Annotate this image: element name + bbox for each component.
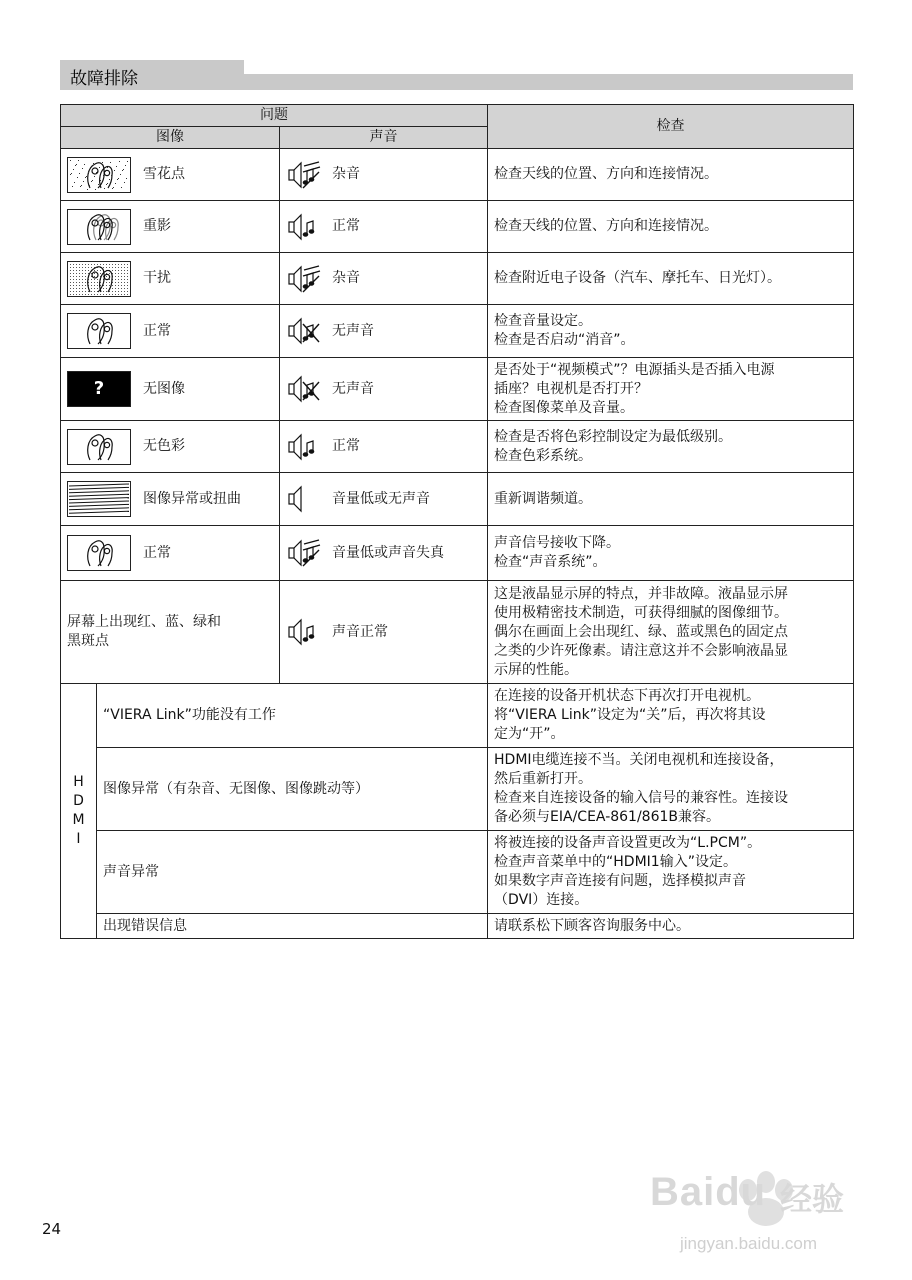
hdmi-problem: “VIERA Link”功能没有工作: [97, 684, 488, 748]
picture-snow-icon: [67, 157, 131, 193]
table-row: [61, 253, 854, 305]
check-line: 示屏的性能。: [494, 661, 579, 678]
check-line: 检查图像菜单及音量。: [494, 399, 635, 416]
sound-label: 音量低或声音失真: [332, 544, 444, 561]
hdmi-letter: M: [72, 812, 85, 828]
check-line: 检查来自连接设备的输入信号的兼容性。连接设: [494, 790, 789, 806]
check-line: 使用极精密技术制造，可获得细腻的图像细节。: [494, 604, 789, 621]
check-line: 重新调谐频道。: [494, 490, 593, 507]
section-title-bar: [60, 60, 853, 90]
check-cell: [488, 358, 854, 421]
sound-cell: [280, 581, 488, 684]
header-sound: 声音: [280, 127, 488, 149]
header-problem: 问题: [61, 105, 488, 127]
header-picture: 图像: [61, 127, 280, 149]
hdmi-letter: I: [76, 831, 81, 847]
check-line: 是否处于“视频模式”？电源插头是否插入电源: [494, 361, 775, 378]
check-line: 在连接的设备开机状态下再次打开电视机。: [494, 688, 761, 704]
sound-label: 正常: [332, 218, 360, 234]
sound-cell: [280, 201, 488, 253]
picture-cell: [61, 421, 280, 473]
table-row: [61, 526, 854, 581]
picture-label-line: 屏幕上出现红、蓝、绿和: [67, 614, 221, 630]
picture-cell: [61, 305, 280, 358]
table-row: [61, 358, 854, 421]
check-line: 之类的少许死像素。请注意这并不会影响液晶显: [494, 642, 789, 659]
section-title: 故障排除: [70, 69, 138, 89]
check-line: 声音信号接收下降。: [494, 535, 621, 551]
watermark-cn: 经验: [780, 1180, 845, 1218]
check-line: 请联系松下顾客咨询服务中心。: [494, 917, 691, 934]
picture-ghost-icon: [67, 209, 131, 245]
hdmi-problem: 声音异常: [97, 831, 488, 914]
picture-label: 干扰: [143, 270, 171, 286]
picture-normal-icon: [67, 535, 131, 571]
sound-label: 杂音: [332, 270, 360, 286]
watermark: [640, 1150, 870, 1280]
picture-label: 无图像: [143, 380, 185, 397]
troubleshooting-table: [60, 104, 854, 939]
speaker-noise-icon: [286, 158, 322, 192]
page-number: 24: [42, 1220, 62, 1238]
speaker-noise-icon: [286, 262, 322, 296]
check-line: 检查附近电子设备（汽车、摩托车、日光灯）。: [494, 270, 782, 286]
sound-cell: [280, 149, 488, 201]
picture-label: 雪花点: [143, 166, 185, 182]
watermark-brand: Baidu: [650, 1170, 767, 1214]
watermark-url: jingyan.baidu.com: [680, 1234, 818, 1253]
speaker-noise-icon: [286, 536, 322, 570]
check-line: 备必须与EIA/CEA-861/861B兼容。: [494, 809, 721, 825]
speaker-mute-icon: [286, 314, 322, 348]
speaker-normal-icon: [286, 210, 322, 244]
table-row: [61, 473, 854, 526]
check-line: 检查声音菜单中的“HDMI1输入”设定。: [494, 854, 737, 870]
hdmi-problem: 图像异常（有杂音、无图像、图像跳动等）: [97, 748, 488, 831]
picture-cell: [61, 201, 280, 253]
hdmi-row: [61, 831, 854, 914]
sound-cell: [280, 358, 488, 421]
hdmi-letter: H: [73, 774, 84, 790]
sound-label: 无声音: [332, 322, 374, 339]
picture-cell: [61, 526, 280, 581]
check-line: 检查音量设定。: [494, 313, 593, 329]
picture-label: 重影: [143, 218, 171, 234]
header-check: 检查: [488, 105, 854, 149]
speaker-normal-icon: [286, 615, 322, 649]
hdmi-label: [61, 684, 97, 939]
check-cell: [488, 748, 854, 831]
check-cell: [488, 831, 854, 914]
check-line: 偶尔在画面上会出现红、绿、蓝或黑色的固定点: [494, 623, 789, 640]
speaker-mute-icon: [286, 372, 322, 406]
check-cell: [488, 526, 854, 581]
check-line: 检查“声音系统”。: [494, 554, 607, 570]
check-cell: [488, 473, 854, 526]
check-cell: [488, 684, 854, 748]
table-row: [61, 201, 854, 253]
check-line: 将“VIERA Link”设定为“关”后，再次将其设: [494, 707, 766, 723]
check-line: 检查天线的位置、方向和连接情况。: [494, 218, 719, 234]
check-cell: [488, 914, 854, 939]
picture-normal-icon: [67, 313, 131, 349]
sound-cell: [280, 473, 488, 526]
sound-label: 正常: [332, 438, 360, 454]
hdmi-row: [61, 684, 854, 748]
check-line: 定为“开”。: [494, 726, 565, 742]
check-cell: [488, 581, 854, 684]
picture-cell: [61, 581, 280, 684]
picture-label: 无色彩: [143, 438, 185, 454]
picture-cell: [61, 358, 280, 421]
table-row: [61, 581, 854, 684]
speaker-low-icon: [286, 482, 322, 516]
picture-cell: [61, 149, 280, 201]
speaker-normal-icon: [286, 430, 322, 464]
check-line: （DVI）连接。: [494, 892, 589, 908]
table-row: [61, 305, 854, 358]
picture-black-icon: ?: [67, 371, 131, 407]
sound-cell: [280, 421, 488, 473]
check-line: 如果数字声音连接有问题，选择模拟声音: [494, 873, 747, 889]
sound-label: 无声音: [332, 380, 374, 397]
check-cell: [488, 201, 854, 253]
check-cell: [488, 305, 854, 358]
check-line: 检查是否启动“消音”。: [494, 332, 635, 348]
check-line: 然后重新打开。: [494, 771, 593, 787]
title-strip: [244, 74, 853, 90]
hdmi-problem: 出现错误信息: [97, 914, 488, 939]
check-line: 检查是否将色彩控制设定为最低级别。: [494, 428, 733, 445]
check-line: HDMI电缆连接不当。关闭电视机和连接设备，: [494, 752, 784, 768]
picture-label: 正常: [143, 322, 171, 339]
check-line: 这是液晶显示屏的特点，并非故障。液晶显示屏: [494, 585, 789, 602]
picture-cell: [61, 473, 280, 526]
picture-nocolor-icon: [67, 429, 131, 465]
table-row: [61, 149, 854, 201]
check-line: 检查天线的位置、方向和连接情况。: [494, 166, 719, 182]
check-cell: [488, 149, 854, 201]
sound-label: 声音正常: [332, 623, 388, 640]
sound-cell: [280, 526, 488, 581]
check-line: 将被连接的设备声音设置更改为“L.PCM”。: [494, 835, 762, 851]
hdmi-row: [61, 914, 854, 939]
picture-label: 图像异常或扭曲: [143, 490, 241, 507]
sound-label: 音量低或无声音: [332, 490, 430, 507]
picture-lines-icon: [67, 481, 131, 517]
check-cell: [488, 253, 854, 305]
picture-label-line: 黑斑点: [67, 633, 109, 649]
table-row: [61, 421, 854, 473]
picture-cell: [61, 253, 280, 305]
sound-cell: [280, 305, 488, 358]
check-line: 插座？电视机是否打开？: [494, 380, 649, 397]
picture-label: 正常: [143, 544, 171, 561]
check-line: 检查色彩系统。: [494, 447, 593, 464]
hdmi-letter: D: [73, 793, 84, 809]
check-cell: [488, 421, 854, 473]
sound-cell: [280, 253, 488, 305]
hdmi-row: [61, 748, 854, 831]
sound-label: 杂音: [332, 166, 360, 182]
picture-interference-icon: [67, 261, 131, 297]
